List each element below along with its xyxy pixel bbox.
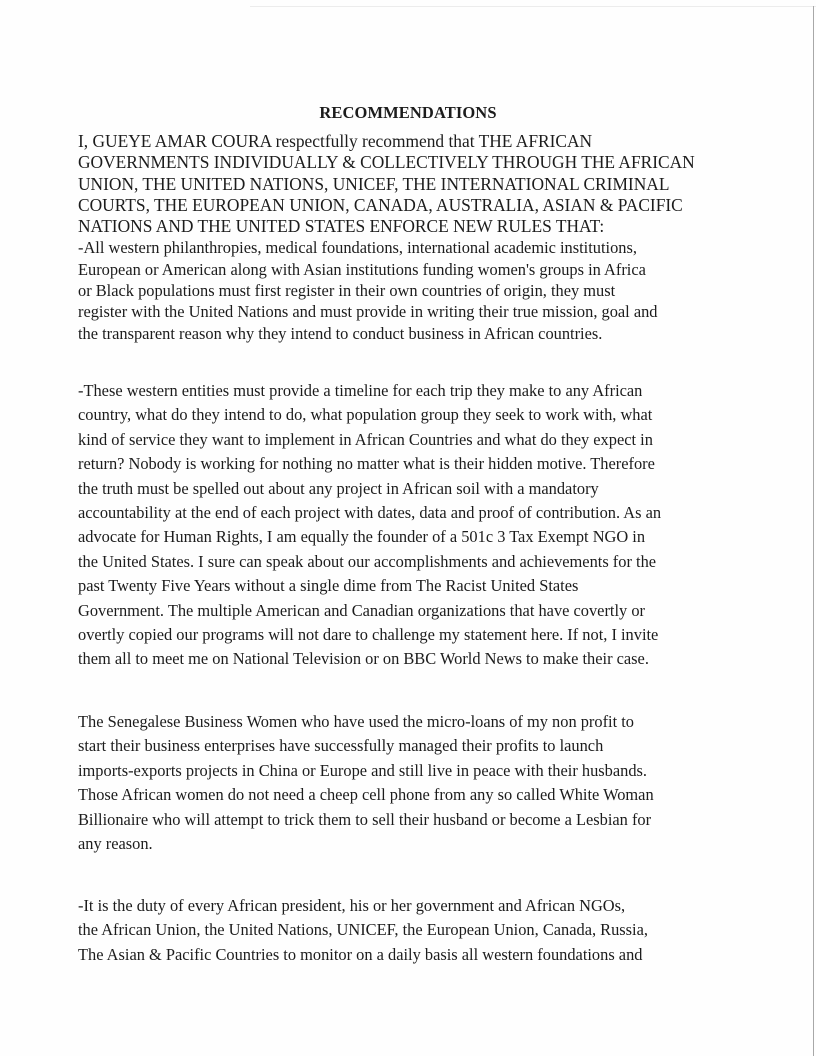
text-line: them all to meet me on National Television or on BBC World News to make their case. xyxy=(78,649,649,669)
text-line: UNION, THE UNITED NATIONS, UNICEF, THE INTERNATIONAL CRIMINAL xyxy=(78,173,670,194)
text-line: the African Union, the United Nations, UNICEF, the European Union, Canada, Russia, xyxy=(78,920,648,940)
paragraph-intro xyxy=(78,131,798,344)
text-line: Those African women do not need a cheep cell phone from any so called White Woman xyxy=(78,785,654,805)
scan-top-edge xyxy=(250,6,816,7)
text-line: imports-exports projects in China or Europe and still live in peace with their husbands. xyxy=(78,760,647,780)
text-line: accountability at the end of each project with dates, data and proof of contribution. As an xyxy=(78,503,662,523)
text-line: the truth must be spelled out about any project in African soil with a mandatory xyxy=(78,478,599,498)
text-line: NATIONS AND THE UNITED STATES ENFORCE NEW RULES THAT: xyxy=(78,216,605,237)
text-line: -These western entities must provide a timeline for each trip they make to any African xyxy=(78,381,643,400)
text-line: overtly copied our programs will not dare to challenge my statement here. If not, I invite xyxy=(78,625,659,645)
text-line: country, what do they intend to do, what population group they seek to work with, what xyxy=(78,405,653,425)
paragraph-duty xyxy=(78,894,798,967)
text-line: I, GUEYE AMAR COURA respectfully recommend that THE AFRICAN xyxy=(78,131,593,151)
text-line: the United States. I sure can speak about our accomplishments and achievements for the xyxy=(78,551,657,571)
text-line: return? Nobody is working for nothing no matter what is their hidden motive. Therefore xyxy=(78,454,655,474)
text-line: any reason. xyxy=(78,834,153,854)
paragraph-timeline xyxy=(78,379,798,672)
text-line: GOVERNMENTS INDIVIDUALLY & COLLECTIVELY THROUGH THE AFRICAN xyxy=(78,152,695,173)
scan-right-edge xyxy=(813,6,814,1056)
text-line: Billionaire who will attempt to trick them to sell their husband or become a Lesbian for xyxy=(78,809,652,829)
text-line: kind of service they want to implement in African Countries and what do they expect in xyxy=(78,429,653,449)
text-line: Government. The multiple American and Canadian organizations that have covertly or xyxy=(78,600,645,620)
text-line: The Asian & Pacific Countries to monitor on a daily basis all western foundations and xyxy=(78,944,643,964)
paragraph-senegalese xyxy=(78,710,798,856)
text-line: -It is the duty of every African president, his or her government and African NGOs, xyxy=(78,896,626,915)
text-line: or Black populations must first register in their own countries of origin, they must xyxy=(78,281,616,301)
text-line: past Twenty Five Years without a single dime from The Racist United States xyxy=(78,576,579,596)
text-line: The Senegalese Business Women who have used the micro-loans of my non profit to xyxy=(78,712,635,731)
text-line: the transparent reason why they intend to conduct business in African countries. xyxy=(78,323,603,343)
text-line: -All western philanthropies, medical foundations, international academic institutions, xyxy=(78,238,637,258)
text-line: start their business enterprises have successfully managed their profits to launch xyxy=(78,736,604,756)
text-line: European or American along with Asian institutions funding women's groups in Africa xyxy=(78,259,646,279)
text-line: register with the United Nations and must provide in writing their true mission, goal and xyxy=(78,302,658,322)
text-line: COURTS, THE EUROPEAN UNION, CANADA, AUSTRALIA, ASIAN & PACIFIC xyxy=(78,194,683,215)
page-title: RECOMMENDATIONS xyxy=(319,103,497,122)
text-line: advocate for Human Rights, I am equally the founder of a 501c 3 Tax Exempt NGO in xyxy=(78,527,646,547)
